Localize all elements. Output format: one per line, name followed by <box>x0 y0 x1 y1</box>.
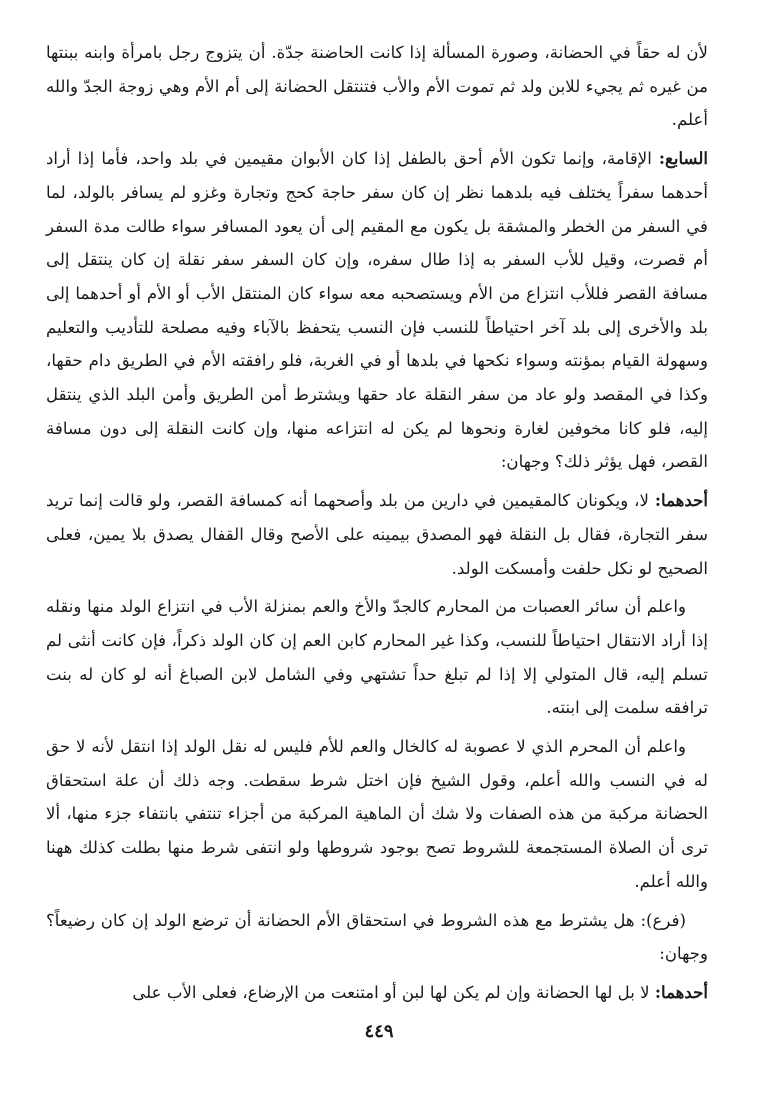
paragraph-6-text: (فرع): هل يشترط مع هذه الشروط في استحقاق الأم الحضانة أن ترضع الولد إن كان رضيعاً؟ وجهان: <box>46 910 708 964</box>
paragraph-6 <box>46 904 708 971</box>
paragraph-4-text: واعلم أن سائر العصبات من المحارم كالجدّ والأخ والعم بمنزلة الأب في انتزاع الولد منها ونقله إذا أراد الانتقال احتياطاً للنسب، وكذا غير المحارم كابن العم إن كان الولد ذكراً، فإن كانت أنثى لم تسلم إليه، قال المتولي إلا إذا لم تبلغ حداً تشتهي وفي الشامل لابن الصباغ أنه لو كان له بنت ترافقه سلمت إلى ابنته. <box>46 597 708 718</box>
paragraph-2 <box>46 142 708 479</box>
paragraph-2-lead: السابع: <box>658 148 708 169</box>
paragraph-1-text: لأن له حقاً في الحضانة، وصورة المسألة إذا كانت الحاضنة جدّة. أن يتزوج رجل بامرأة وابنه ببنتها من غيره ثم يجيء للابن ولد ثم تموت الأم والأب فتنتقل الحضانة إلى أم الأم وهي زوجة الجدّ والله أعلم. <box>46 43 708 130</box>
paragraph-5 <box>46 730 708 899</box>
paragraph-5-text: واعلم أن المحرم الذي لا عصوبة له كالخال والعم للأم فليس له نقل الولد إذا انتقل لأنه لا حق له في النسب والله أعلم، وقول الشيخ فإن اختل شرط سقطت. وجه ذلك أن علة استحقاق الحضانة مركبة من هذه الصفات ولا شك أن الماهية المركبة من أجزاء تنتفي بانتفاء جزء منها، ألا ترى أن الصلاة المستجمعة للشروط تصح بوجود شروطها ولو انتفى شرط منها بطلت كذلك ههنا والله أعلم. <box>46 737 708 891</box>
paragraph-2-text: الإقامة، وإنما تكون الأم أحق بالطفل إذا كان الأبوان مقيمين في بلد واحد، فأما إذا أراد أحدهما سفراً يختلف فيه بلدهما نظر إن كان سفر حاجة كحج وتجارة وغزو لم يسافر بالولد، لما في السفر من الخطر والمشقة بل يكون مع المقيم إلى أن يعود المسافر سواء طالت مدة السفر أم قصرت، وقيل للأب السفر به إذا طال سفره، وإن كان السفر سفر نقلة إن كان ينتقل إلى مسافة القصر فللأب انتزاع من الأم ويستصحبه معه سواء كان المنتقل الأب أو الأم أو أحدهما إلى بلد والأخرى إلى بلد آخر احتياطاً للنسب فإن النسب يتحفظ بالآباء وفيه مصلحة للتأديب والتعليم وسهولة القيام بمؤنته وسواء نكحها في بلدها أو في الغربة، فلو رافقته الأم في الطريق دام حقها، وكذا في المقصد ولو عاد من سفر النقلة عاد حقها ويشترط أمن الطريق وأمن البلد الذي ينتقل إليه، فلو كانا مخوفين لغارة ونحوها لم يكن له انتزاعه منها، وإن كانت النقلة إلى دون مسافة القصر، فهل يؤثر ذلك؟ وجهان: <box>46 149 708 472</box>
paragraph-3-text: لا، ويكونان كالمقيمين في دارين من بلد وأصحهما أنه كمسافة القصر، ولو قالت إنما تريد سفر التجارة، فقال بل النقلة فهو المصدق بيمينه على الأصح وقال القفال يصدق بلا يمين، فعلى الصحيح لو نكل حلفت وأمسكت الولد. <box>46 491 708 578</box>
footer-divider <box>150 1000 608 1001</box>
paragraph-7 <box>46 976 708 1010</box>
paragraph-3-lead: أحدهما: <box>654 490 708 511</box>
paragraph-4 <box>46 590 708 725</box>
paragraph-7-text: لا بل لها الحضانة وإن لم يكن لها لبن أو امتنعت من الإرضاع، فعلى الأب على <box>132 982 655 1002</box>
paragraph-7-lead: أحدهما: <box>654 981 708 1002</box>
page-number: ٤٤٩ <box>364 1021 394 1042</box>
paragraph-3 <box>46 484 708 585</box>
paragraph-1 <box>46 36 708 137</box>
